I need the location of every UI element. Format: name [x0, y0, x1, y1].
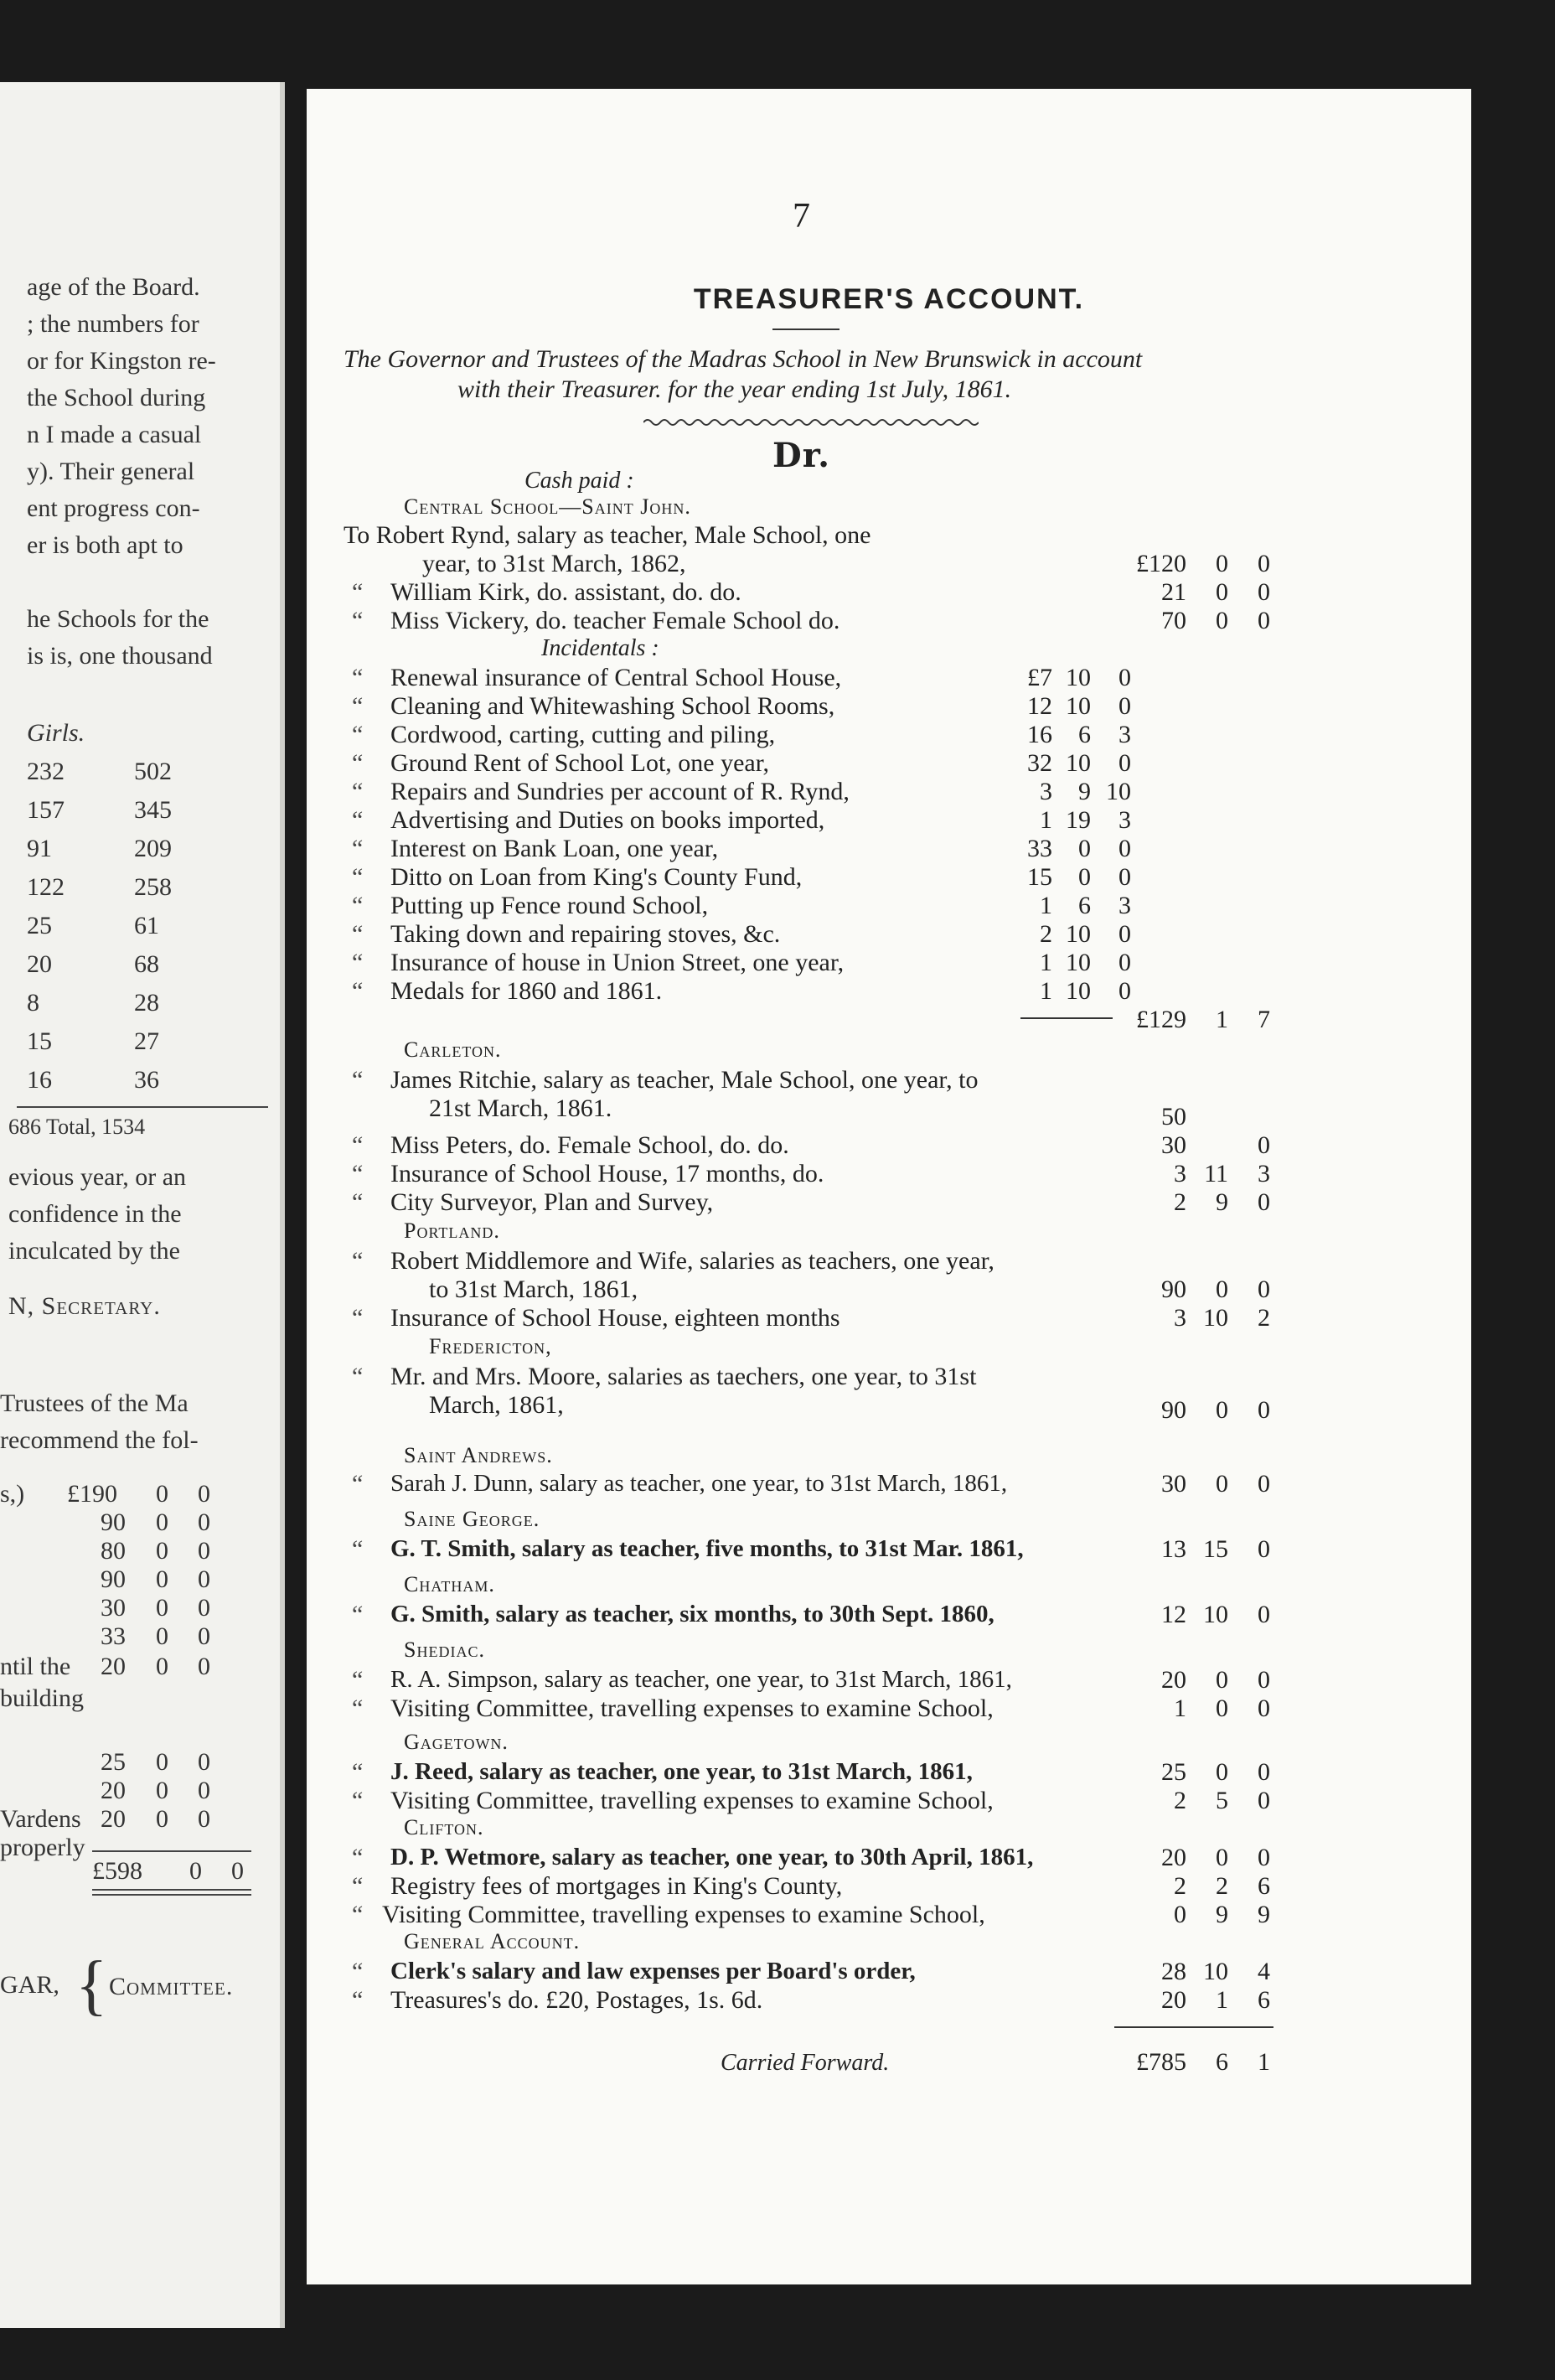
wavy-divider	[643, 417, 979, 427]
amount-pounds: 90	[101, 1565, 126, 1593]
total-rule	[1114, 2026, 1273, 2028]
amount-pounds: 20	[101, 1777, 126, 1804]
ledger-line: J. Reed, salary as teacher, one year, to 31st March, 1861,	[390, 1758, 973, 1785]
amount-pence: 10	[1106, 778, 1131, 805]
amount-pounds: 15	[1027, 863, 1052, 891]
ledger-line: Advertising and Duties on books imported,	[390, 806, 825, 834]
amount-pounds: 20	[101, 1805, 126, 1833]
amount-pence: 0	[1258, 1275, 1270, 1303]
ledger-line: Cordwood, carting, cutting and piling,	[390, 721, 776, 748]
double-rule	[92, 1894, 251, 1896]
amount-pence: 0	[198, 1748, 210, 1776]
amount-shillings: 0	[156, 1537, 168, 1565]
ledger-page	[307, 89, 1471, 2284]
amount-shillings: 0	[156, 1748, 168, 1776]
amount-shillings: 0	[156, 1777, 168, 1804]
ledger-line: Cleaning and Whitewashing School Rooms,	[390, 692, 835, 720]
ledger-line: Interest on Bank Loan, one year,	[390, 835, 719, 862]
amount-pence: 0	[198, 1594, 210, 1622]
ditto-mark: “	[352, 949, 364, 976]
title-underline	[772, 329, 839, 330]
amount-shillings: 10	[1203, 1304, 1228, 1332]
brace: {	[75, 1948, 108, 2022]
amount-pence: 0	[1258, 1396, 1270, 1424]
left-text-line: or for Kingston re-	[27, 347, 216, 375]
amount-pence: 0	[198, 1565, 210, 1593]
amount-shillings: 10	[1203, 1601, 1228, 1628]
table-cell: 8	[27, 989, 39, 1017]
table-cell: 122	[27, 873, 65, 901]
amount-shillings: 0	[1216, 1396, 1228, 1424]
ditto-mark: “	[352, 977, 364, 1005]
amount-pounds: 2	[1174, 1188, 1186, 1216]
amount-pence: 0	[1258, 1188, 1270, 1216]
table-cell: 28	[134, 989, 159, 1017]
amount-label: s,)	[0, 1480, 25, 1508]
section-heading: Shediac.	[404, 1638, 485, 1662]
amount-pence: 3	[1258, 1160, 1270, 1187]
amount-pence: 0	[1118, 863, 1131, 891]
ledger-line: William Kirk, do. assistant, do. do.	[390, 578, 741, 606]
amount-shillings: 0	[1216, 550, 1228, 577]
amount-shillings: 0	[156, 1508, 168, 1536]
amount-pence: 0	[1258, 1666, 1270, 1694]
total-shillings: 6	[1216, 2048, 1228, 2076]
amount-pence: 0	[1258, 578, 1270, 606]
amount-pounds: 16	[1027, 721, 1052, 748]
left-text-line: is is, one thousand	[27, 642, 213, 670]
amount-shillings: 0	[156, 1565, 168, 1593]
amount-pence: 6	[1258, 1872, 1270, 1900]
amount-pounds: 1	[1040, 806, 1052, 834]
amount-pence: 0	[198, 1805, 210, 1833]
amount-pounds: 12	[1161, 1601, 1186, 1628]
secretary-signature: N, Secretary.	[8, 1292, 161, 1320]
table-cell: 15	[27, 1027, 52, 1055]
amount-shillings: 0	[156, 1594, 168, 1622]
amount-shillings: 0	[1216, 1470, 1228, 1498]
ledger-line: G. Smith, salary as teacher, six months, to 30th Sept. 1860,	[390, 1601, 994, 1627]
section-heading: Fredericton,	[429, 1334, 552, 1358]
amount-label: ntil the	[0, 1653, 71, 1680]
incidentals-label: Incidentals :	[541, 635, 659, 661]
committee-name: GAR,	[0, 1971, 59, 1999]
left-text-line: confidence in the	[8, 1200, 182, 1228]
total-pence: 1	[1258, 2048, 1270, 2076]
table-cell: 209	[134, 835, 172, 862]
amount-pounds: 33	[101, 1622, 126, 1650]
amount-pounds: 12	[1027, 692, 1052, 720]
ledger-line: 21st March, 1861.	[429, 1094, 612, 1122]
amount-pounds: 3	[1174, 1160, 1186, 1187]
ledger-line: Robert Middlemore and Wife, salaries as teachers, one year,	[390, 1247, 994, 1275]
amount-pounds: 0	[1174, 1901, 1186, 1928]
table-cell: 25	[27, 912, 52, 939]
amount-pence: 0	[1118, 749, 1131, 777]
amount-pounds: 3	[1174, 1304, 1186, 1332]
ditto-mark: “	[352, 1901, 364, 1928]
amount-pounds: 50	[1161, 1103, 1186, 1130]
total-pounds: £598	[92, 1857, 142, 1885]
amount-shillings: 10	[1066, 664, 1091, 691]
amount-pounds: 28	[1161, 1958, 1186, 1985]
ditto-mark: “	[352, 1131, 364, 1159]
ditto-mark: “	[352, 863, 364, 891]
left-text-line: evious year, or an	[8, 1163, 187, 1191]
section-heading: Chatham.	[404, 1572, 495, 1596]
ledger-line: Miss Vickery, do. teacher Female School do.	[390, 607, 840, 634]
amount-shillings: 10	[1066, 920, 1091, 948]
amount-pounds: 1	[1040, 892, 1052, 919]
table-cell: 91	[27, 835, 52, 862]
amount-pence: 0	[1258, 1787, 1270, 1814]
section-heading: Saine George.	[404, 1507, 540, 1531]
carried-forward-label: Carried Forward.	[721, 2050, 890, 2076]
ledger-line: Clerk's salary and law expenses per Board's order,	[390, 1958, 916, 1984]
amount-pence: 0	[1258, 1470, 1270, 1498]
amount-pence: 0	[1258, 1601, 1270, 1628]
section-heading: Gagetown.	[404, 1730, 509, 1754]
ditto-mark: “	[352, 892, 364, 919]
cash-paid-label: Cash paid :	[524, 468, 634, 494]
ditto-mark: “	[352, 607, 364, 634]
ledger-line: Insurance of School House, eighteen months	[390, 1304, 840, 1332]
amount-pence: 0	[1258, 1758, 1270, 1786]
amount-pounds: 90	[1161, 1396, 1186, 1424]
amount-shillings: 2	[1216, 1872, 1228, 1900]
amount-pence: 0	[1258, 607, 1270, 634]
amount-shillings: 10	[1203, 1958, 1228, 1985]
left-text-line: ; the numbers for	[27, 310, 199, 338]
amount-shillings: 0	[1078, 835, 1091, 862]
ledger-line: Registry fees of mortgages in King's County,	[390, 1872, 843, 1900]
amount-pence: 2	[1258, 1304, 1270, 1332]
left-text-line: the School during	[27, 384, 206, 411]
amount-pence: 0	[198, 1653, 210, 1680]
ledger-line: Miss Peters, do. Female School, do. do.	[390, 1131, 789, 1159]
ledger-line: Taking down and repairing stoves, &c.	[390, 920, 781, 948]
ledger-line: City Surveyor, Plan and Survey,	[390, 1188, 714, 1216]
amount-shillings: 0	[1216, 578, 1228, 606]
amount-pounds: 1	[1040, 977, 1052, 1005]
page-title: TREASURER'S ACCOUNT.	[693, 283, 1085, 315]
ditto-mark: “	[352, 1787, 364, 1814]
previous-page	[0, 82, 285, 2328]
ledger-line: D. P. Wetmore, salary as teacher, one year, to 30th April, 1861,	[390, 1844, 1034, 1870]
ledger-line: Medals for 1860 and 1861.	[390, 977, 663, 1005]
amount-shillings: 11	[1204, 1160, 1228, 1187]
amount-pounds: 25	[101, 1748, 126, 1776]
ditto-mark: “	[352, 835, 364, 862]
ledger-line: Treasures's do. £20, Postages, 1s. 6d.	[390, 1986, 763, 2014]
section-heading: Carleton.	[404, 1037, 502, 1062]
amount-pounds: 20	[1161, 1844, 1186, 1871]
ditto-mark: “	[352, 1066, 364, 1094]
left-text-line: n I made a casual	[27, 421, 202, 448]
ditto-mark: “	[352, 1601, 364, 1628]
ledger-line: year, to 31st March, 1862,	[422, 550, 686, 577]
amount-shillings: 0	[1216, 1666, 1228, 1694]
table-cell: 68	[134, 950, 159, 978]
ledger-line: Repairs and Sundries per account of R. Rynd,	[390, 778, 850, 805]
table-cell: 27	[134, 1027, 159, 1055]
left-text-line: er is both apt to	[27, 531, 183, 559]
amount-shillings: 10	[1066, 949, 1091, 976]
amount-shillings: 5	[1216, 1787, 1228, 1814]
left-text-line: inculcated by the	[8, 1237, 180, 1265]
amount-pounds: 33	[1027, 835, 1052, 862]
amount-pence: 0	[198, 1480, 210, 1508]
amount-shillings: 19	[1066, 806, 1091, 834]
subtotal-pence: 7	[1258, 1006, 1270, 1033]
ditto-mark: “	[352, 1470, 364, 1498]
amount-shillings: 6	[1078, 892, 1091, 919]
amount-pence: 0	[1258, 1535, 1270, 1563]
total-shillings: 0	[189, 1857, 202, 1885]
amount-pounds: 2	[1174, 1872, 1186, 1900]
ditto-mark: “	[352, 721, 364, 748]
table-cell: 36	[134, 1066, 159, 1094]
amount-pounds: 32	[1027, 749, 1052, 777]
amount-pence: 0	[1118, 920, 1131, 948]
amount-pence: 0	[1118, 692, 1131, 720]
amount-shillings: 10	[1066, 977, 1091, 1005]
page-number: 7	[793, 197, 810, 235]
amount-shillings: 0	[156, 1653, 168, 1680]
left-text-line: Trustees of the Ma	[0, 1389, 189, 1417]
table-cell: 502	[134, 758, 172, 785]
amount-pence: 0	[1118, 664, 1131, 691]
committee-label: Committee.	[109, 1973, 234, 2000]
ledger-line: To Robert Rynd, salary as teacher, Male School, one	[344, 521, 871, 549]
amount-pounds: 21	[1161, 578, 1186, 606]
amount-pence: 0	[1258, 550, 1270, 577]
ledger-line: Insurance of School House, 17 months, do.	[390, 1160, 824, 1187]
amount-shillings: 0	[1216, 607, 1228, 634]
left-text-line: he Schools for the	[27, 605, 209, 633]
amount-shillings: 1	[1216, 1986, 1228, 2014]
ditto-mark: “	[352, 578, 364, 606]
amount-pounds: 80	[101, 1537, 126, 1565]
amount-pounds: 25	[1161, 1758, 1186, 1786]
amount-shillings: 15	[1203, 1535, 1228, 1563]
dr-heading: Dr.	[772, 436, 831, 475]
ditto-mark: “	[352, 1958, 364, 1985]
amount-pence: 0	[1258, 1131, 1270, 1159]
amount-pounds: £190	[67, 1480, 117, 1508]
left-text-line: y). Their general	[27, 458, 195, 485]
amount-shillings: 10	[1066, 749, 1091, 777]
amount-pounds: 20	[1161, 1666, 1186, 1694]
amount-label: building	[0, 1684, 85, 1712]
total-pence: 0	[231, 1857, 244, 1885]
amount-pounds: 2	[1174, 1787, 1186, 1814]
amount-shillings: 0	[1216, 1844, 1228, 1871]
amount-pounds: 30	[1161, 1131, 1186, 1159]
ditto-mark: “	[352, 1535, 364, 1563]
ditto-mark: “	[352, 778, 364, 805]
double-rule	[92, 1889, 251, 1891]
ledger-line: to 31st March, 1861,	[429, 1275, 638, 1303]
amount-pounds: 1	[1174, 1694, 1186, 1722]
ditto-mark: “	[352, 1363, 364, 1390]
amount-pence: 0	[1118, 949, 1131, 976]
ledger-line: R. A. Simpson, salary as teacher, one year, to 31st March, 1861,	[390, 1666, 1012, 1693]
amount-shillings: 0	[1078, 863, 1091, 891]
subtotal-shillings: 1	[1216, 1006, 1228, 1033]
subtitle-line-2: with their Treasurer. for the year ending 1st July, 1861.	[457, 375, 1012, 403]
ditto-mark: “	[352, 664, 364, 691]
ditto-mark: “	[352, 1666, 364, 1694]
ledger-line: Ditto on Loan from King's County Fund,	[390, 863, 803, 891]
amount-pounds: 20	[101, 1653, 126, 1680]
table-cell: 20	[27, 950, 52, 978]
ledger-line: Insurance of house in Union Street, one year,	[390, 949, 845, 976]
section-heading: Central School—Saint John.	[404, 494, 691, 519]
left-text-line: recommend the fol-	[0, 1426, 199, 1454]
ditto-mark: “	[352, 1758, 364, 1786]
amount-pounds: 30	[101, 1594, 126, 1622]
section-heading: Portland.	[404, 1218, 500, 1243]
ditto-mark: “	[352, 692, 364, 720]
total-pounds: £785	[1136, 2048, 1186, 2076]
amount-pence: 0	[1258, 1844, 1270, 1871]
table-cell: 61	[134, 912, 159, 939]
ledger-line: Ground Rent of School Lot, one year,	[390, 749, 770, 777]
amount-pence: 3	[1118, 721, 1131, 748]
amount-pence: 0	[198, 1537, 210, 1565]
ledger-line: G. T. Smith, salary as teacher, five months, to 31st Mar. 1861,	[390, 1535, 1024, 1562]
amount-pounds: 70	[1161, 607, 1186, 634]
amount-pounds: 13	[1161, 1535, 1186, 1563]
ditto-mark: “	[352, 1986, 364, 2014]
amount-shillings: 6	[1078, 721, 1091, 748]
amount-pence: 0	[1118, 835, 1131, 862]
amount-pounds: 30	[1161, 1470, 1186, 1498]
ditto-mark: “	[352, 1247, 364, 1275]
amount-shillings: 10	[1066, 692, 1091, 720]
ditto-mark: “	[352, 806, 364, 834]
amount-pence: 6	[1258, 1986, 1270, 2014]
table-rule	[17, 1106, 268, 1108]
table-cell: 16	[27, 1066, 52, 1094]
amount-pence: 0	[1118, 977, 1131, 1005]
amount-label: properly	[0, 1834, 85, 1861]
amount-pence: 0	[198, 1508, 210, 1536]
ditto-mark: “	[352, 1160, 364, 1187]
amount-shillings: 0	[1216, 1758, 1228, 1786]
table-cell: 157	[27, 796, 65, 824]
subtotal-pounds: £129	[1136, 1006, 1186, 1033]
amount-shillings: 9	[1216, 1901, 1228, 1928]
table-total: 686 Total, 1534	[8, 1115, 146, 1139]
amount-shillings: 0	[156, 1480, 168, 1508]
amount-pounds: £120	[1136, 550, 1186, 577]
amount-pounds: 3	[1040, 778, 1052, 805]
ditto-mark: “	[352, 1844, 364, 1871]
left-text-line: ent progress con-	[27, 494, 200, 522]
amount-shillings: 0	[156, 1805, 168, 1833]
amount-pence: 0	[198, 1622, 210, 1650]
ledger-line: March, 1861,	[429, 1391, 564, 1419]
amount-pence: 3	[1118, 892, 1131, 919]
ledger-line: Mr. and Mrs. Moore, salaries as taechers, one year, to 31st	[390, 1363, 977, 1390]
ledger-line: Renewal insurance of Central School House,	[390, 664, 842, 691]
section-heading: Saint Andrews.	[404, 1443, 553, 1467]
section-heading: General Account.	[404, 1929, 581, 1953]
amount-shillings: 0	[156, 1622, 168, 1650]
amount-pounds: 2	[1040, 920, 1052, 948]
amount-pounds: £7	[1027, 664, 1052, 691]
left-text-line: age of the Board.	[27, 273, 200, 301]
amount-shillings: 9	[1216, 1188, 1228, 1216]
amount-label: Vardens	[0, 1805, 81, 1833]
ledger-line: Sarah J. Dunn, salary as teacher, one year, to 31st March, 1861,	[390, 1470, 1008, 1497]
table-cell: 232	[27, 758, 65, 785]
ditto-mark: “	[352, 749, 364, 777]
amount-pounds: 90	[1161, 1275, 1186, 1303]
amount-shillings: 0	[1216, 1694, 1228, 1722]
sum-rule	[92, 1850, 251, 1852]
subtotal-rule	[1020, 1017, 1113, 1019]
ditto-mark: “	[352, 920, 364, 948]
table-cell: 345	[134, 796, 172, 824]
amount-shillings: 0	[1216, 1275, 1228, 1303]
amount-pounds: 1	[1040, 949, 1052, 976]
amount-pounds: 90	[101, 1508, 126, 1536]
section-heading: Clifton.	[404, 1815, 484, 1839]
ledger-line: Visiting Committee, travelling expenses to examine School,	[382, 1901, 985, 1928]
ditto-mark: “	[352, 1304, 364, 1332]
ledger-line: Putting up Fence round School,	[390, 892, 709, 919]
ledger-line: Visiting Committee, travelling expenses to examine School,	[390, 1787, 994, 1814]
amount-pence: 9	[1258, 1901, 1270, 1928]
table-cell: 258	[134, 873, 172, 901]
ditto-mark: “	[352, 1872, 364, 1900]
amount-pounds: 20	[1161, 1986, 1186, 2014]
ledger-line: James Ritchie, salary as teacher, Male School, one year, to	[390, 1066, 979, 1094]
ditto-mark: “	[352, 1188, 364, 1216]
amount-pence: 3	[1118, 806, 1131, 834]
girls-header: Girls.	[27, 719, 85, 747]
amount-pence: 4	[1258, 1958, 1270, 1985]
amount-pence: 0	[1258, 1694, 1270, 1722]
amount-pence: 0	[198, 1777, 210, 1804]
ditto-mark: “	[352, 1694, 364, 1722]
ledger-line: Visiting Committee, travelling expenses to examine School,	[390, 1694, 994, 1722]
subtitle-line-1: The Governor and Trustees of the Madras School in New Brunswick in account	[344, 345, 1143, 373]
amount-shillings: 9	[1078, 778, 1091, 805]
